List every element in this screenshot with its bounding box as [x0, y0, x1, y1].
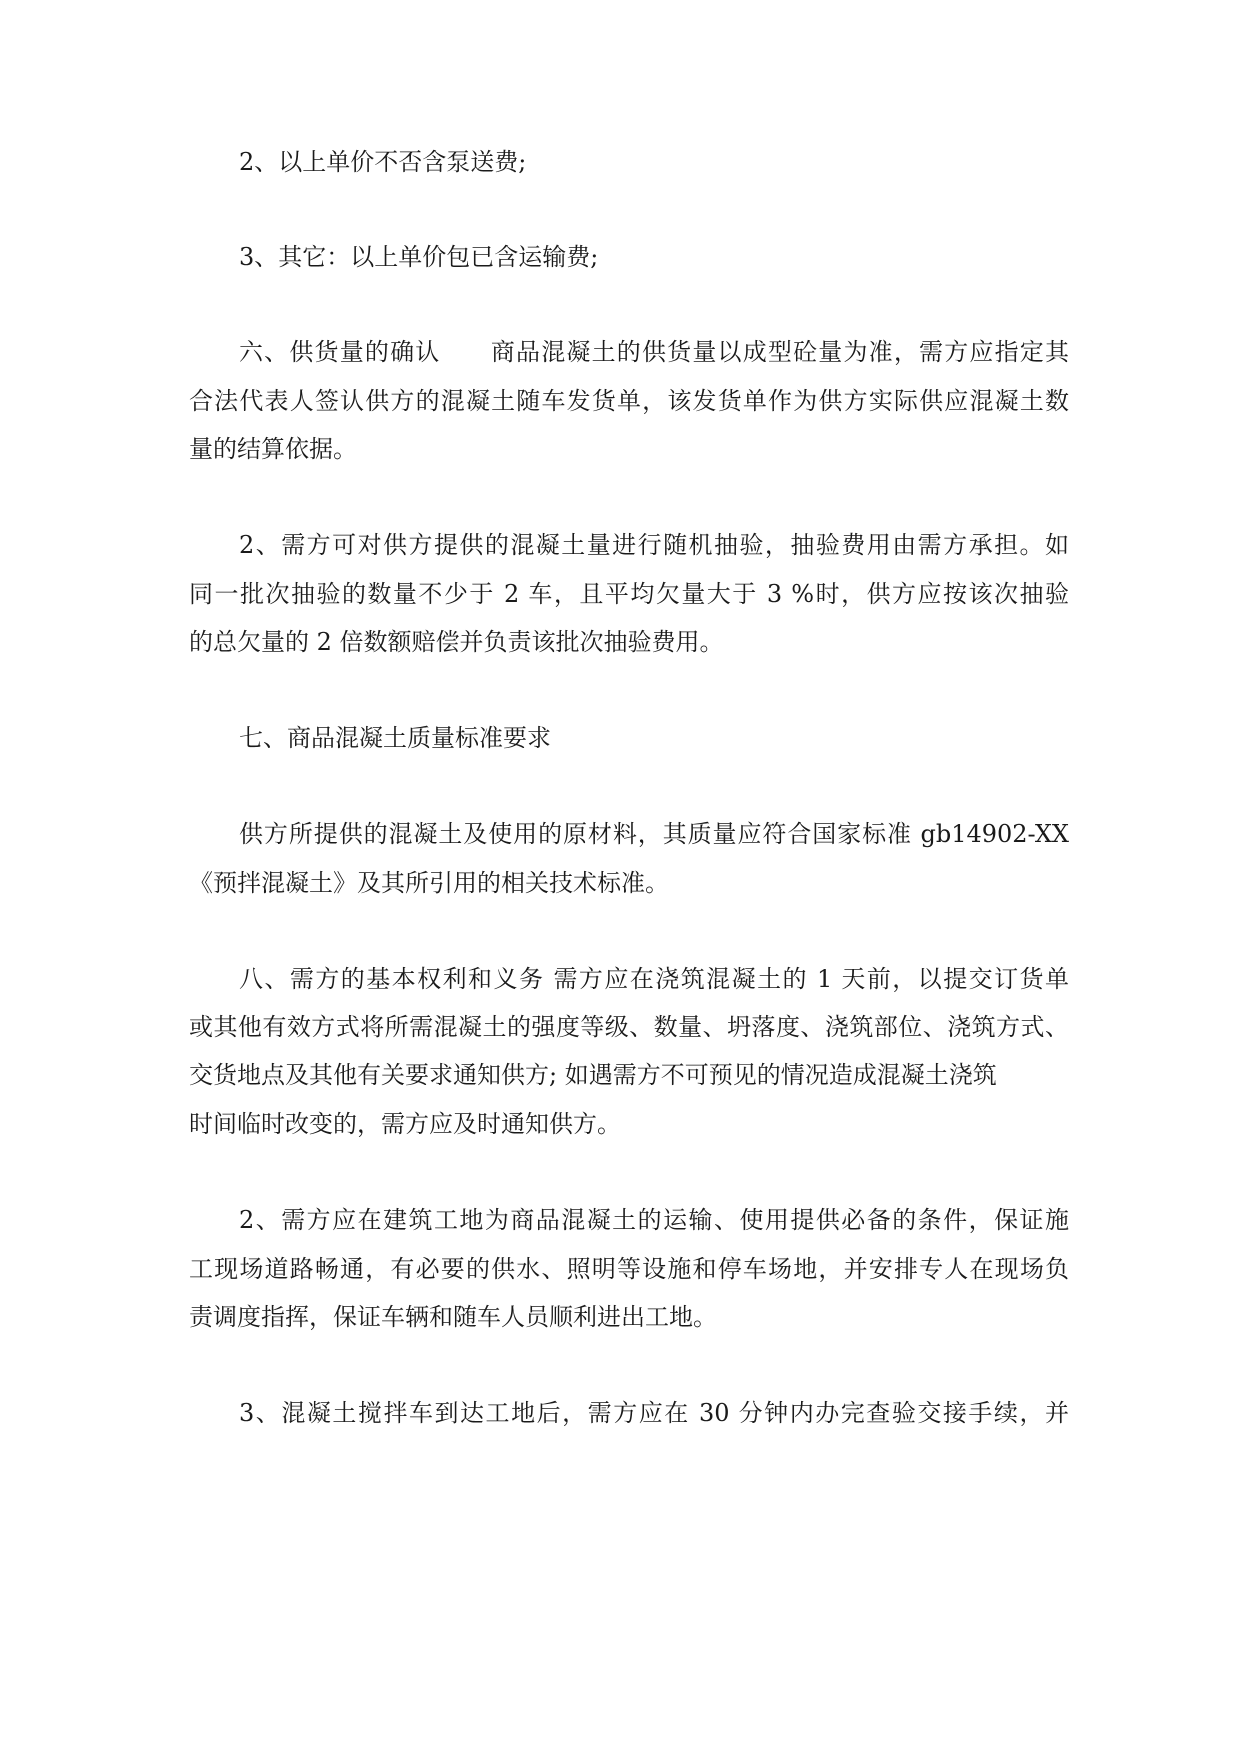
text-line: 3、混凝土搅拌车到达工地后，需方应在 30 分钟内办完查验交接手续，并	[239, 1399, 1069, 1427]
text-line: 或其他有效方式将所需混凝土的强度等级、数量、坍落度、浇筑部位、浇筑方式、	[189, 1013, 1069, 1041]
text-line: 2、以上单价不否含泵送费;	[239, 148, 527, 176]
text-line: 《预拌混凝土》及其所引用的相关技术标准。	[189, 869, 669, 897]
text-line: 2、需方可对供方提供的混凝土量进行随机抽验，抽验费用由需方承担。如	[239, 531, 1069, 559]
text-line: 合法代表人签认供方的混凝土随车发货单，该发货单作为供方实际供应混凝土数	[189, 387, 1069, 415]
text-line: 七、商品混凝土质量标准要求	[239, 724, 551, 752]
text-line: 同一批次抽验的数量不少于 2 车，且平均欠量大于 3 %时，供方应按该次抽验	[189, 580, 1069, 608]
text-line: 量的结算依据。	[189, 435, 357, 463]
text-line: 3、其它：以上单价包已含运输费;	[239, 243, 599, 271]
text-line: 供方所提供的混凝土及使用的原材料，其质量应符合国家标准 gb14902-XX	[239, 820, 1069, 848]
text-line: 八、需方的基本权利和义务 需方应在浇筑混凝土的 1 天前，以提交订货单	[239, 965, 1069, 993]
text-line: 六、供货量的确认 商品混凝土的供货量以成型砼量为准，需方应指定其	[239, 338, 1069, 366]
text-line: 的总欠量的 2 倍数额赔偿并负责该批次抽验费用。	[189, 628, 724, 656]
text-line: 2、需方应在建筑工地为商品混凝土的运输、使用提供必备的条件，保证施	[239, 1206, 1069, 1234]
text-line: 责调度指挥，保证车辆和随车人员顺利进出工地。	[189, 1303, 717, 1331]
text-line: 交货地点及其他有关要求通知供方; 如遇需方不可预见的情况造成混凝土浇筑	[189, 1061, 997, 1089]
text-line: 时间临时改变的，需方应及时通知供方。	[189, 1110, 621, 1138]
text-line: 工现场道路畅通，有必要的供水、照明等设施和停车场地，并安排专人在现场负	[189, 1255, 1069, 1283]
